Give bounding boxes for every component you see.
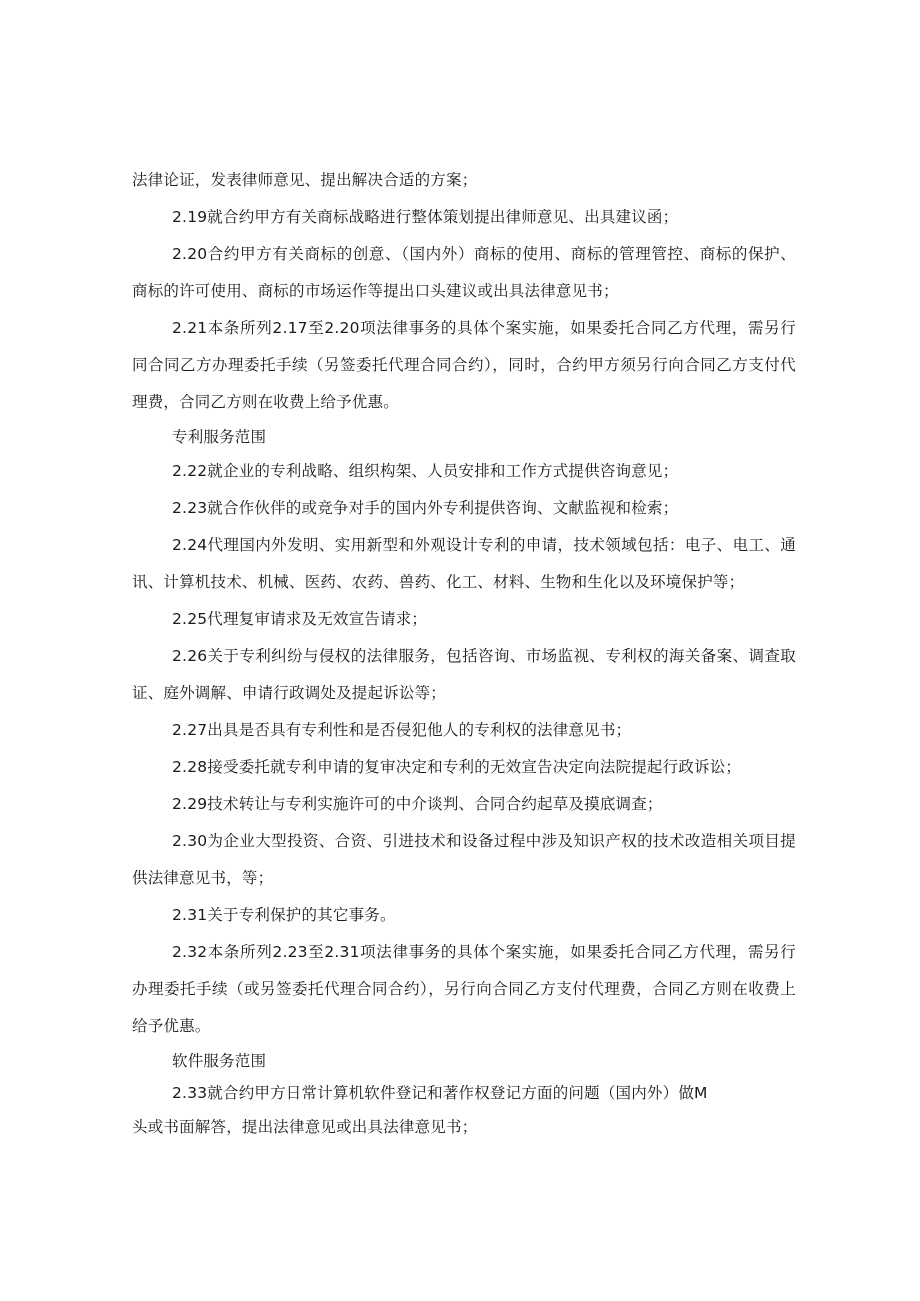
paragraph-2-24: 2.24代理国内外发明、实用新型和外观设计专利的申请，技术领域包括：电子、电工、通讯、计算机技术、机械、医药、农药、兽药、化工、材料、生物和生化以及环境保护等；	[132, 536, 796, 591]
document-body	[132, 162, 796, 1146]
paragraph-2-19: 2.19就合约甲方有关商标战略进行整体策划提出律师意见、出具建议函；	[172, 208, 679, 226]
paragraph-2-33-continued: 头或书面解答，提出法律意见或出具法律意见书；	[132, 1118, 478, 1136]
paragraph-2-21: 2.21本条所列2.17至2.20项法律事务的具体个案实施，如果委托合同乙方代理，需另行同合同乙方办理委托手续（另签委托代理合同合约），同时，合约甲方须另行向合同乙方支付代理费，合同乙方则在收费上给予优惠。	[132, 319, 796, 411]
paragraph-2-28: 2.28接受委托就专利申请的复审决定和专利的无效宣告决定向法院提起行政诉讼；	[172, 758, 742, 776]
paragraph-2-29: 2.29技术转让与专利实施许可的中介谈判、合同合约起草及摸底调查；	[172, 795, 663, 813]
paragraph-legal-argument: 法律论证，发表律师意见、提出解决合适的方案；	[132, 171, 478, 189]
section-title-software: 软件服务范围	[172, 1052, 267, 1070]
paragraph-2-22: 2.22就企业的专利战略、组织构架、人员安排和工作方式提供咨询意见；	[172, 462, 679, 480]
paragraph-2-32: 2.32本条所列2.23至2.31项法律事务的具体个案实施，如果委托合同乙方代理，需另行办理委托手续（或另签委托代理合同合约），另行向合同乙方支付代理费，合同乙方则在收费上给予优惠。	[132, 943, 796, 1035]
paragraph-2-27: 2.27出具是否具有专利性和是否侵犯他人的专利权的法律意见书；	[172, 721, 632, 739]
paragraph-2-31: 2.31关于专利保护的其它事务。	[172, 906, 396, 924]
section-title-patent: 专利服务范围	[172, 428, 267, 446]
paragraph-2-20: 2.20合约甲方有关商标的创意、（国内外）商标的使用、商标的管理管控、商标的保护、商标的许可使用、商标的市场运作等提出口头建议或出具法律意见书；	[132, 245, 796, 300]
paragraph-2-23: 2.23就合作伙伴的或竞争对手的国内外专利提供咨询、文献监视和检索；	[172, 499, 679, 517]
paragraph-2-25: 2.25代理复审请求及无效宣告请求；	[172, 610, 428, 628]
paragraph-2-26: 2.26关于专利纠纷与侵权的法律服务，包括咨询、市场监视、专利权的海关备案、调查取证、庭外调解、申请行政调处及提起诉讼等；	[132, 647, 796, 702]
paragraph-2-33: 2.33就合约甲方日常计算机软件登记和著作权登记方面的问题（国内外）做M	[172, 1084, 708, 1102]
paragraph-2-30: 2.30为企业大型投资、合资、引进技术和设备过程中涉及知识产权的技术改造相关项目提供法律意见书，等；	[132, 832, 796, 887]
